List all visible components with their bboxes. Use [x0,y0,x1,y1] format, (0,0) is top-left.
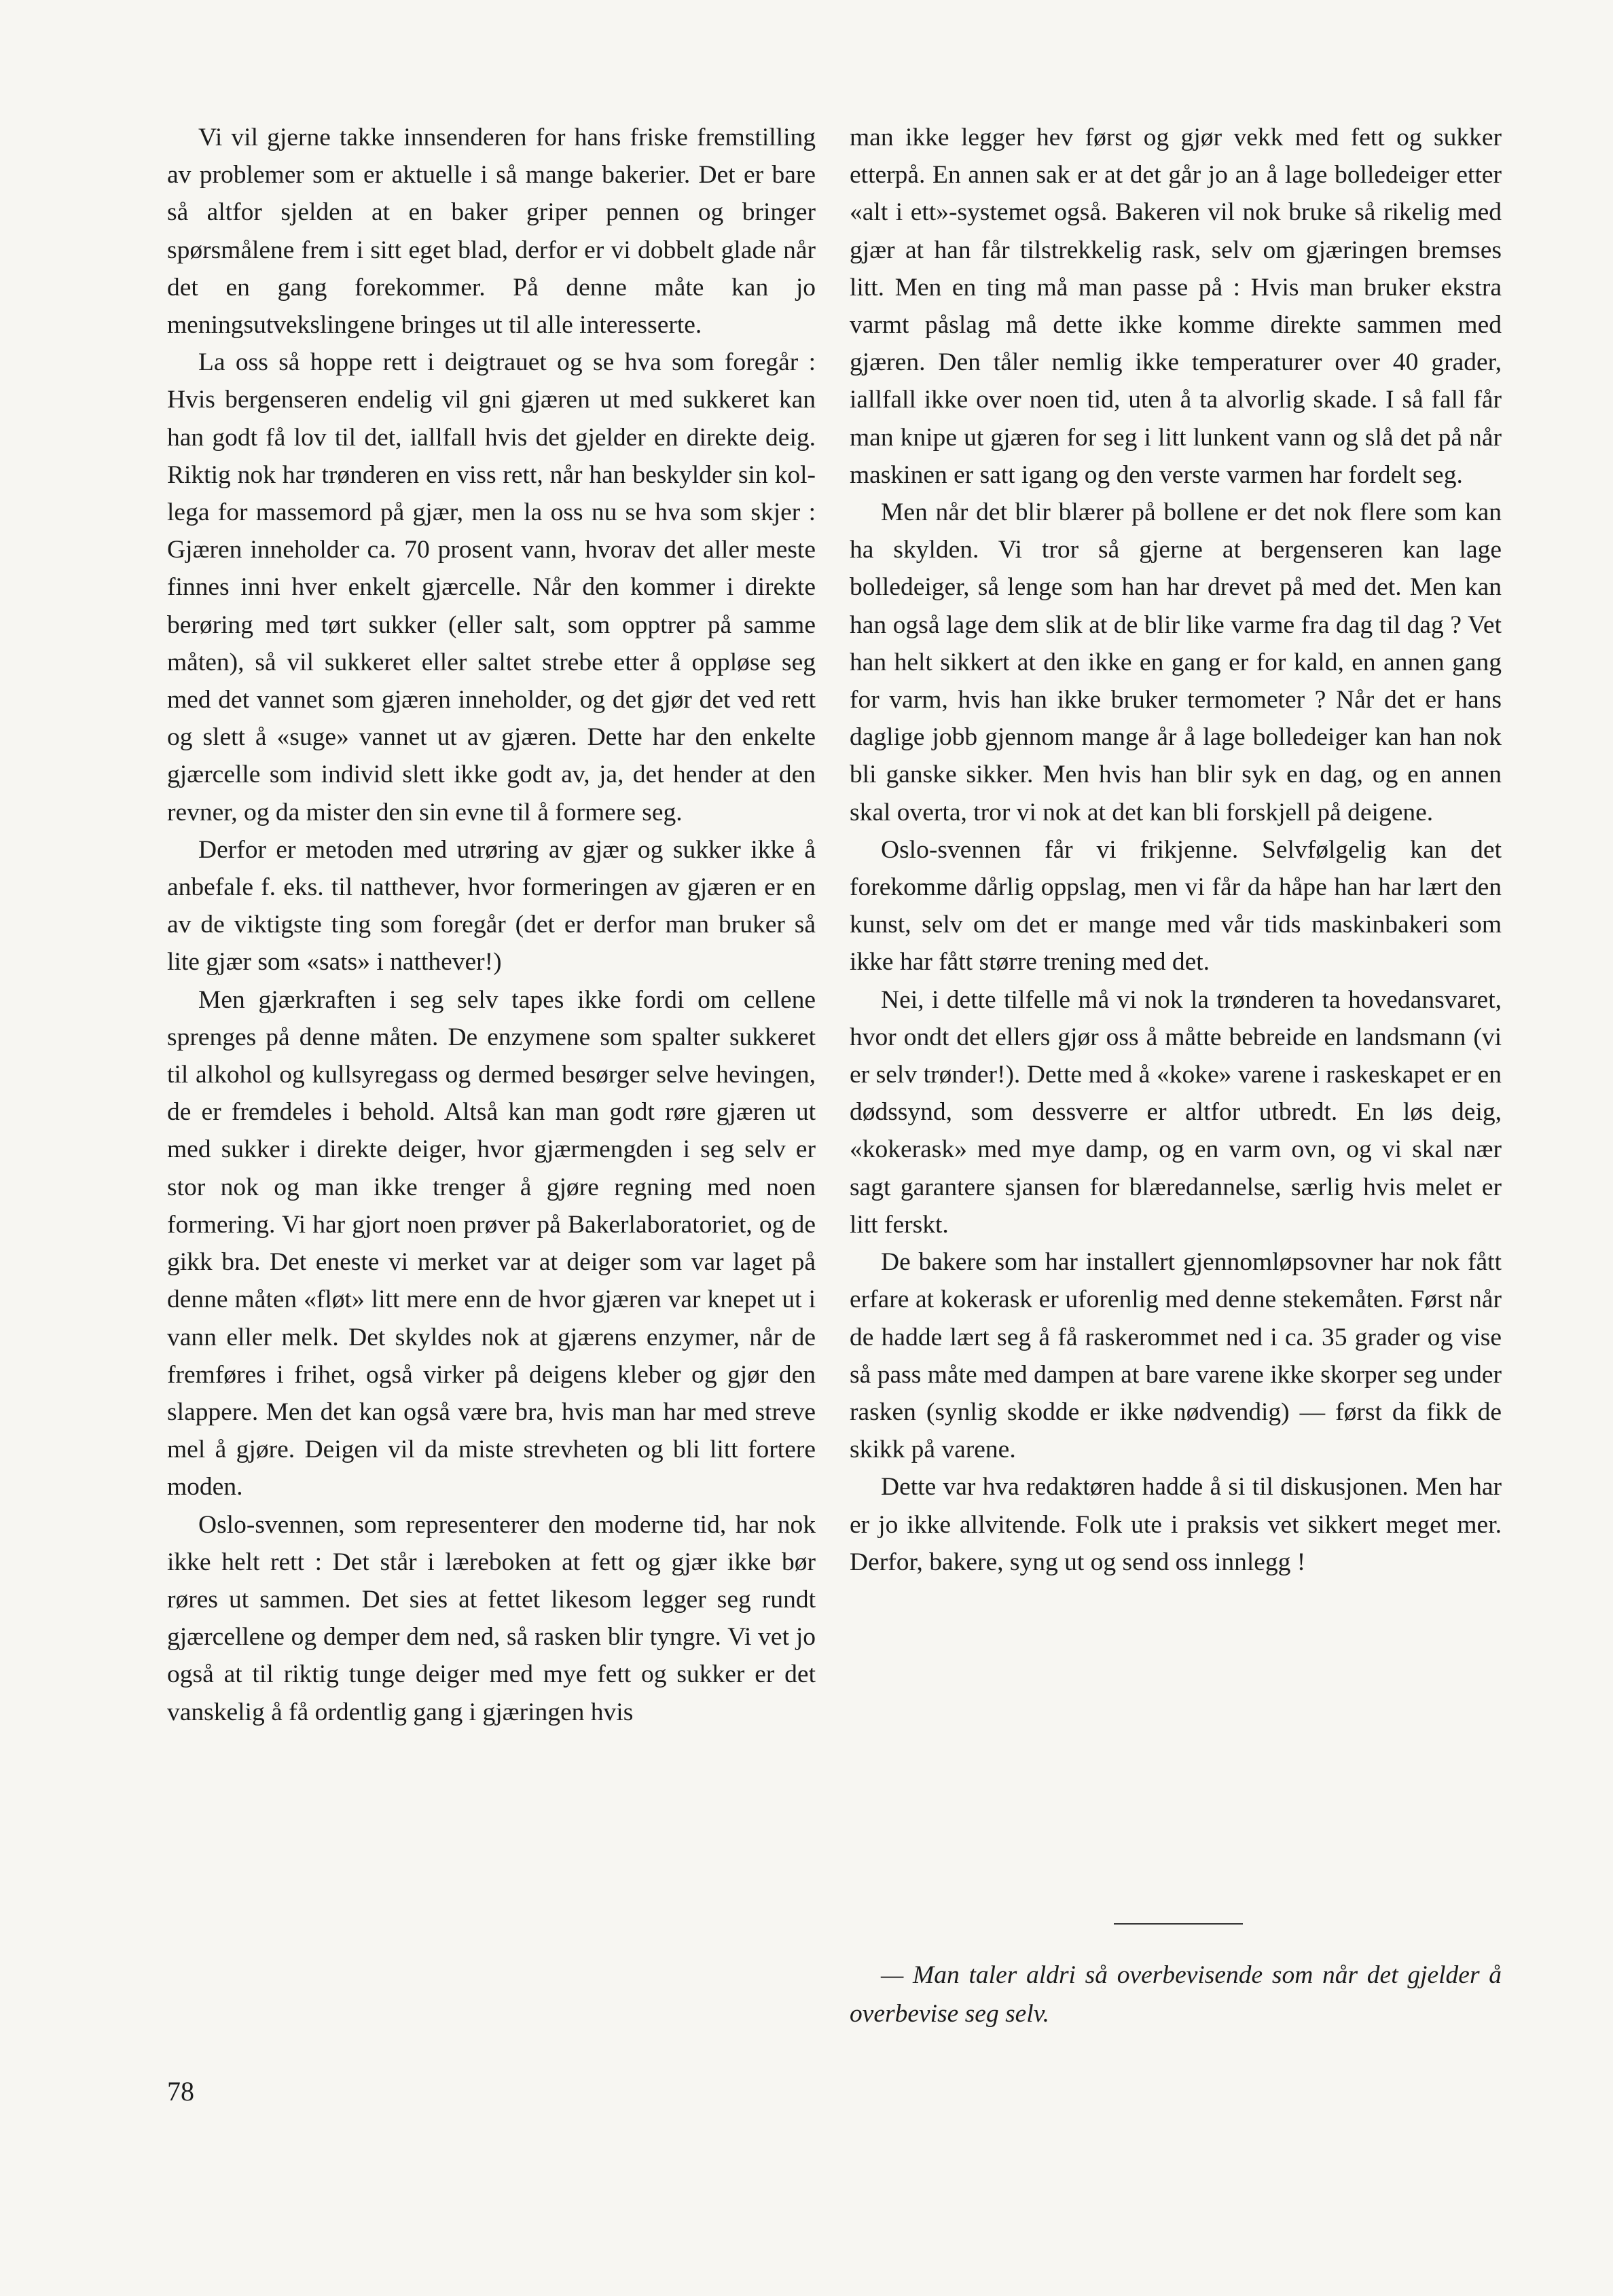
paragraph: man ikke legger hev først og gjør vekk med fett og sukker etterpå. En annen sak er at det går jo an å lage bolledeiger etter «alt i ett»-systemet også. Bakeren vil nok bruke så rikelig med gjær at han får tilstrekkelig rask, selv om gjæringen bremses litt. Men en ting må man passe på : Hvis man bruker ekstra varmt påslag må dette ikke komme direkte sammen med gjæren. Den tåler nemlig ikke temperaturer over 40 grader, iallfall ikke over noen tid, uten å ta alvorlig skade. I så fall får man knipe ut gjæren for seg i litt lunkent vann og slå det på når maskinen er satt igang og den verste varmen har fordelt seg. [850,124,1502,489]
paragraph: De bakere som har installert gjennomløpsovner har nok fått erfare at kokerask er uforenlig med denne stekemåten. Først når de hadde lært seg å få raskerommet ned i ca. 35 grader og vise så pass måte med dampen at bare varene ikke skorper seg under rasken (synlig skodde er ikke nødvendig) — først da fikk de skikk på varene. [850,1248,1502,1464]
paragraph: Derfor er metoden med utrøring av gjær og sukker ikke å anbefale f. eks. til natthever, hvor formeringen av gjæren er en av de viktigste ting som foregår (det er derfor man bruker så lite gjær som «sats» i natthever!) [167,835,816,977]
paragraph: Vi vil gjerne takke innsenderen for hans friske fremstilling av problemer som er aktuelle i så mange bakerier. Det er bare så altfor sjelden at en baker griper pennen og bringer spørsmålene frem i sitt eget blad, derfor er vi dobbelt glade når det en gang forekommer. På denne måte kan jo meningsutvekslingene bringes ut til alle interesserte. [167,124,816,340]
paragraph: Oslo-svennen får vi frikjenne. Selvfølgelig kan det forekomme dårlig oppslag, men vi får da håpe han har lært den kunst, selv om det er mange med vår tids maskinbakeri som ikke har fått større trening med det. [850,835,1502,977]
paragraph: Oslo-svennen, som representerer den moderne tid, har nok ikke helt rett : Det står i læreboken at fett og gjær ikke bør røres ut sammen. Det sies at fettet likesom legger seg rundt gjærcellene og demper dem ned, så rasken blir tyngre. Vi vet jo også at til riktig tunge deiger med mye fett og sukker er det vanskelig å få ordentlig gang i gjæringen hvis [167,1510,816,1726]
section-divider [1114,1923,1243,1925]
paragraph: Men gjærkraften i seg selv tapes ikke fordi om cellene sprenges på denne måten. De enzymene som spalter sukkeret til alkohol og kullsyregass og dermed besørger selve hevingen, de er fremdeles i behold. Altså kan man godt røre gjæren ut med sukker i direkte deiger, hvor gjærmengden i seg selv er stor nok og man ikke trenger å gjøre regning med noen formering. Vi har gjort noen prøver på Bakerlaboratoriet, og de gikk bra. Det eneste vi merket var at deiger som var laget på denne måten «fløt» litt mere enn de hvor gjæren var knepet ut i vann eller melk. Det skyldes nok at gjærens enzymer, når de fremføres i frihet, også virker på deigens kleber og gjør den slappere. Men det kan også være bra, hvis man har med streve mel å gjøre. Deigen vil da miste strevheten og bli litt fortere moden. [167,985,816,1501]
paragraph: Nei, i dette tilfelle må vi nok la trønderen ta hovedansvaret, hvor ondt det ellers gjør oss å måtte bebreide en landsmann (vi er selv trønder!). Dette med å «koke» varene i raskeskapet er en dødssynd, som dessverre er altfor utbredt. En løs deig, «kokerask» med mye damp, og en varm ovn, og vi skal nær sagt garantere sjansen for blæredannelse, særlig hvis melet er litt ferskt. [850,985,1502,1239]
closing-quote [850,1956,1502,2033]
paragraph: La oss så hoppe rett i deigtrauet og se hva som foregår : Hvis bergenseren endelig vil gni gjæren ut med sukkeret kan han godt få lov til det, iallfall hvis det gjelder en direkte deig. Riktig nok har trønderen en viss rett, når han beskylder sin kollega for massemord på gjær, men la oss nu se hva som skjer : Gjæren inneholder ca. 70 prosent vann, hvorav det aller meste finnes inni hver enkelt gjærcelle. Når den kommer i direkte berøring med tørt sukker (eller salt, som opptrer på samme måten), så vil sukkeret eller saltet strebe etter å oppløse seg med det vannet som gjæren inneholder, og det gjør det ved rett og slett å «suge» vannet ut av gjæren. Dette har den enkelte gjærcelle som individ slett ikke godt av, ja, det hender at den revner, og da mister den sin evne til å formere seg. [167,348,816,826]
left-column [167,119,816,1731]
right-column [850,119,1502,1581]
paragraph: Dette var hva redaktøren hadde å si til diskusjonen. Men har er jo ikke allvitende. Folk ute i praksis vet sikkert meget mer. Derfor, bakere, syng ut og send oss innlegg ! [850,1473,1502,1576]
page-number: 78 [167,2076,194,2107]
paragraph: Men når det blir blærer på bollene er det nok flere som kan ha skylden. Vi tror så gjerne at bergenseren kan lage bolledeiger, så lenge som han har drevet på med det. Men kan han også lage dem slik at de blir like varme fra dag til dag ? Vet han helt sikkert at den ikke en gang er for kald, en annen gang for varm, hvis han ikke bruker termometer ? Når det er hans daglige jobb gjennom mange år å lage bolledeiger kan han nok bli ganske sikker. Men hvis han blir syk en dag, og en annen skal overta, tror vi nok at det kan bli forskjell på deigene. [850,498,1502,826]
quote-text: — Man taler aldri så overbevisende som når det gjelder å overbevise seg selv. [850,1961,1502,2028]
